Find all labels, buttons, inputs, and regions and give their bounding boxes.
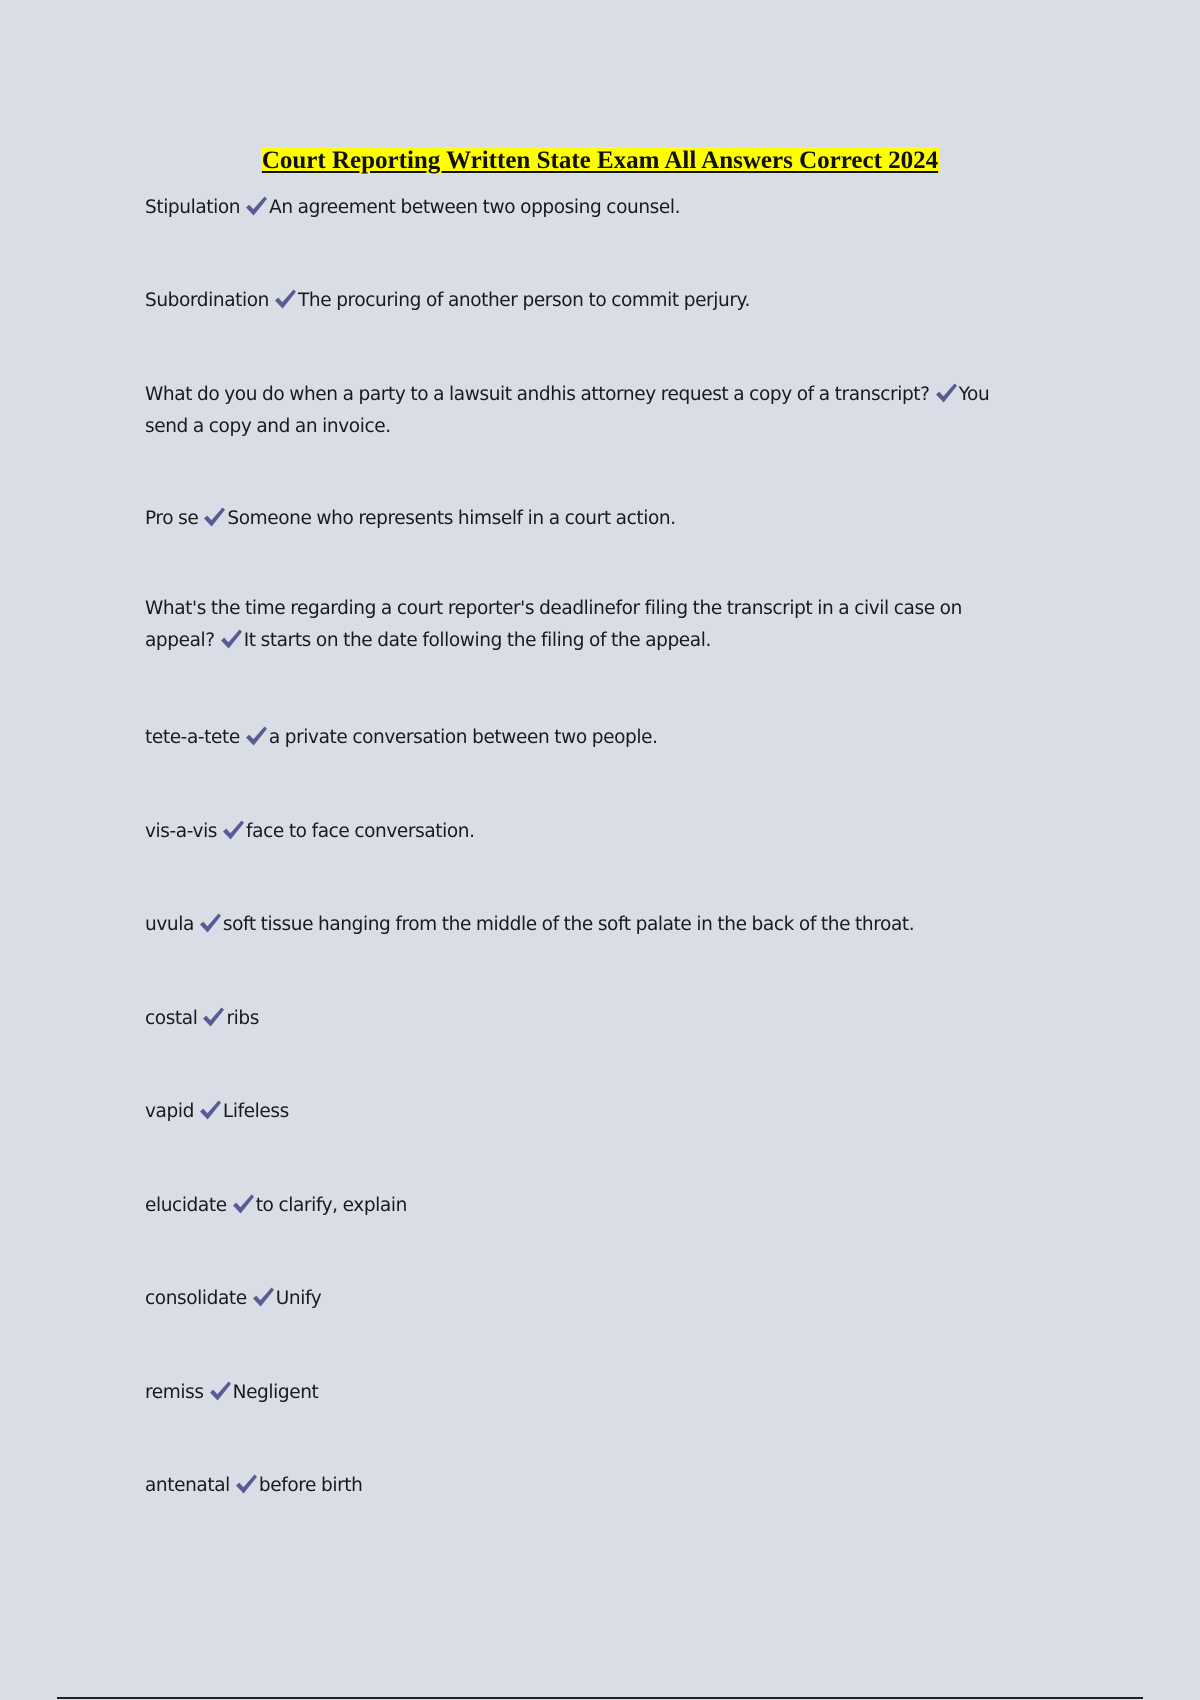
qa-definition: before birth [258,1475,363,1496]
qa-term: consolidate [145,1288,247,1309]
checkmark-icon [202,506,226,528]
checkmark-icon [934,382,958,404]
checkmark-icon [234,1473,258,1495]
qa-definition: You send a copy and an invoice. [145,384,990,437]
qa-definition: a private conversation between two people. [268,727,658,748]
checkmark-icon [208,1380,232,1402]
qa-item [145,379,1025,443]
checkmark-icon [198,912,222,934]
qa-term: remiss [145,1382,204,1403]
qa-item [145,285,1025,317]
checkmark-icon [231,1193,255,1215]
qa-term: vis-a-vis [145,821,218,842]
checkmark-icon [219,628,243,650]
qa-item [145,1283,1025,1315]
qa-definition: to clarify, explain [255,1195,407,1216]
qa-term: Stipulation [145,197,241,218]
qa-item [145,909,1025,941]
qa-definition: It starts on the date following the filing of the appeal. [243,630,711,651]
checkmark-icon [198,1099,222,1121]
qa-definition: ribs [226,1008,259,1029]
qa-definition: The procuring of another person to commit perjury. [298,290,750,311]
qa-item [145,1190,1025,1222]
qa-item [145,722,1025,754]
qa-term: antenatal [145,1475,230,1496]
checkmark-icon [244,725,268,747]
qa-item [145,1377,1025,1409]
qa-definition: Lifeless [222,1101,289,1122]
checkmark-icon [244,195,268,217]
qa-term: vapid [145,1101,194,1122]
qa-item [145,1003,1025,1035]
qa-item [145,1096,1025,1128]
qa-term: tete-a-tete [145,727,240,748]
checkmark-icon [273,288,297,310]
page-title [0,144,1200,178]
qa-definition: An agreement between two opposing counsel. [269,197,681,218]
qa-term: elucidate [145,1195,227,1216]
qa-item [145,593,1025,657]
qa-item [145,192,1025,224]
checkmark-icon [221,819,245,841]
page-title-text: Court Reporting Written State Exam All Answers Correct 2024 [261,147,939,174]
qa-term: What do you do when a party to a lawsuit andhis attorney request a copy of a transcript? [145,384,930,405]
qa-item [145,1470,1025,1502]
checkmark-icon [201,1006,225,1028]
qa-definition: face to face conversation. [246,821,475,842]
footer-divider [57,1697,1143,1699]
qa-term: Pro se [145,508,199,529]
qa-definition: Unify [275,1288,322,1309]
qa-definition: Negligent [232,1382,319,1403]
qa-term: Subordination [145,290,269,311]
qa-term: What's the time regarding a court reporter's deadlinefor filing the transcript in a civil case on appeal? [145,598,962,651]
qa-item [145,816,1025,848]
qa-term: costal [145,1008,198,1029]
qa-definition: Someone who represents himself in a court action. [227,508,676,529]
qa-definition: soft tissue hanging from the middle of the soft palate in the back of the throat. [222,914,915,935]
qa-item [145,503,1025,535]
checkmark-icon [251,1286,275,1308]
qa-term: uvula [145,914,194,935]
